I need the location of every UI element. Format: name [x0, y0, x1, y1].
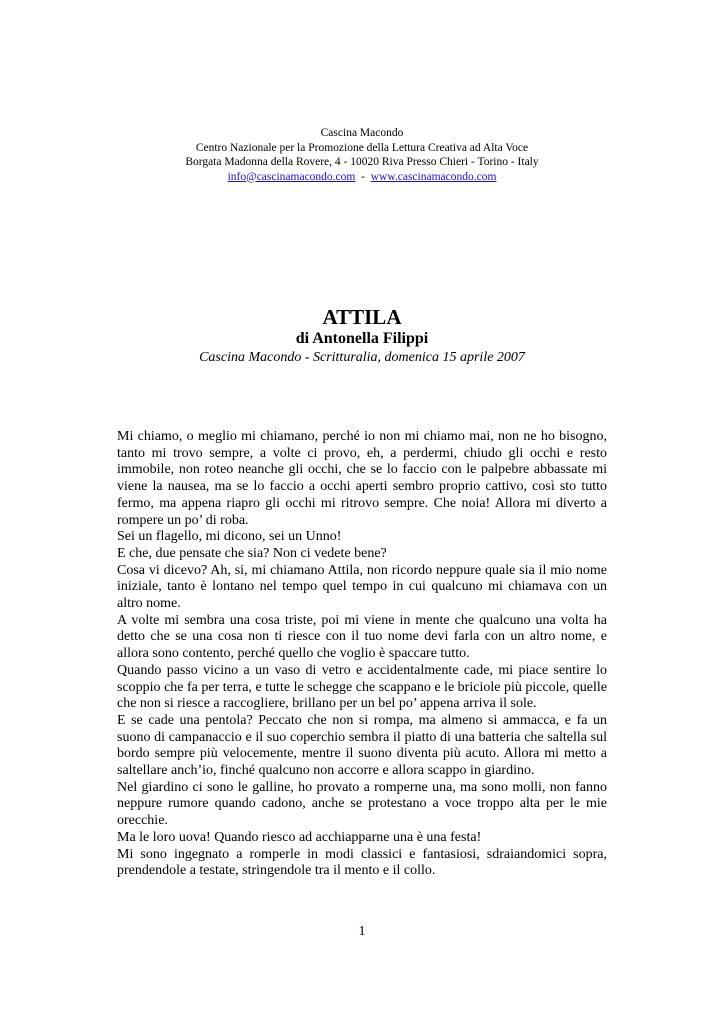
paragraph: A volte mi sembra una cosa triste, poi mi viene in mente che qualcuno una volta ha detto che se una cosa non ti riesce con il tuo nome devi farla con un altro nome, e allora sono contento, perché quello che voglio è spaccare tutto. — [117, 612, 607, 662]
org-description: Centro Nazionale per la Promozione della Lettura Creativa ad Alta Voce — [195, 141, 529, 154]
paragraph: Ma le loro uova! Quando riesco ad acchiapparne una è una festa! — [117, 829, 482, 845]
paragraph: E se cade una pentola? Peccato che non si rompa, ma almeno si ammacca, e fa un suono di campanaccio e il suo coperchio sembra il piatto di una batteria che saltella sul bordo sempre più velocemente, mentre il suono diventa più acuto. Allora mi metto a saltellare anch’io, finché qualcuno non accorre e allora scappo in giardino. — [117, 712, 607, 779]
document-header — [0, 126, 724, 184]
title-block — [0, 305, 724, 367]
paragraph: Nel giardino ci sono le galline, ho provato a romperne una, ma sono molli, non fanno neppure rumore quando cadono, anche se protestano a voce troppo alta per le mie orecchie. — [117, 779, 607, 829]
contact-separator: - — [361, 170, 365, 183]
paragraph: Sei un flagello, mi dicono, sei un Unno! — [117, 529, 342, 545]
email-link[interactable]: info@cascinamacondo.com — [227, 170, 356, 183]
org-address: Borgata Madonna della Rovere, 4 - 10020 Riva Presso Chieri - Torino - Italy — [185, 156, 539, 168]
contact-line — [0, 170, 724, 185]
document-subtitle: Cascina Macondo - Scritturalia, domenica 15 aprile 2007 — [199, 350, 525, 365]
paragraph: Quando passo vicino a un vaso di vetro e accidentalmente cade, mi piace sentire lo scoppio che fa per terra, e tutte le schegge che scappano e le briciole più piccole, quelle che non si riesce a raccogliere, brillano per un bel po’ appena arriva il sole. — [117, 662, 607, 712]
paragraph: Mi chiamo, o meglio mi chiamano, perché io non mi chiamo mai, non ne ho bisogno, tanto mi trovo sempre, a volte ci provo, eh, a perdermi, chiudo gli occhi e resto immobile, non roteo neanche gli occhi, che se lo faccio con le palpebre abbassate mi viene la nausea, ma se lo faccio a occhi aperti sembro proprio cattivo, così sto tutto fermo, ma appena riapro gli occhi mi ritrovo sempre. Che noia! Allora mi diverto a rompere un po’ di roba. — [117, 429, 607, 528]
document-title: ATTILA — [322, 305, 402, 329]
paragraph: Mi sono ingegnato a romperle in modi classici e fantasiosi, sdraiandomici sopra, prendendole a testate, stringendole tra il mento e il collo. — [117, 846, 607, 879]
document-author: di Antonella Filippi — [295, 330, 429, 347]
org-name: Cascina Macondo — [320, 127, 404, 139]
paragraph: Cosa vi dicevo? Ah, si, mi chiamano Attila, non ricordo neppure quale sia il mio nome iniziale, tanto è lontano nel tempo quel tempo in cui qualcuno mi chiamava con un altro nome. — [117, 562, 607, 612]
body-text — [117, 429, 607, 880]
website-link[interactable]: www.cascinamacondo.com — [370, 170, 497, 183]
page-number: 1 — [358, 924, 366, 939]
paragraph: E che, due pensate che sia? Non ci vedete bene? — [117, 545, 387, 561]
